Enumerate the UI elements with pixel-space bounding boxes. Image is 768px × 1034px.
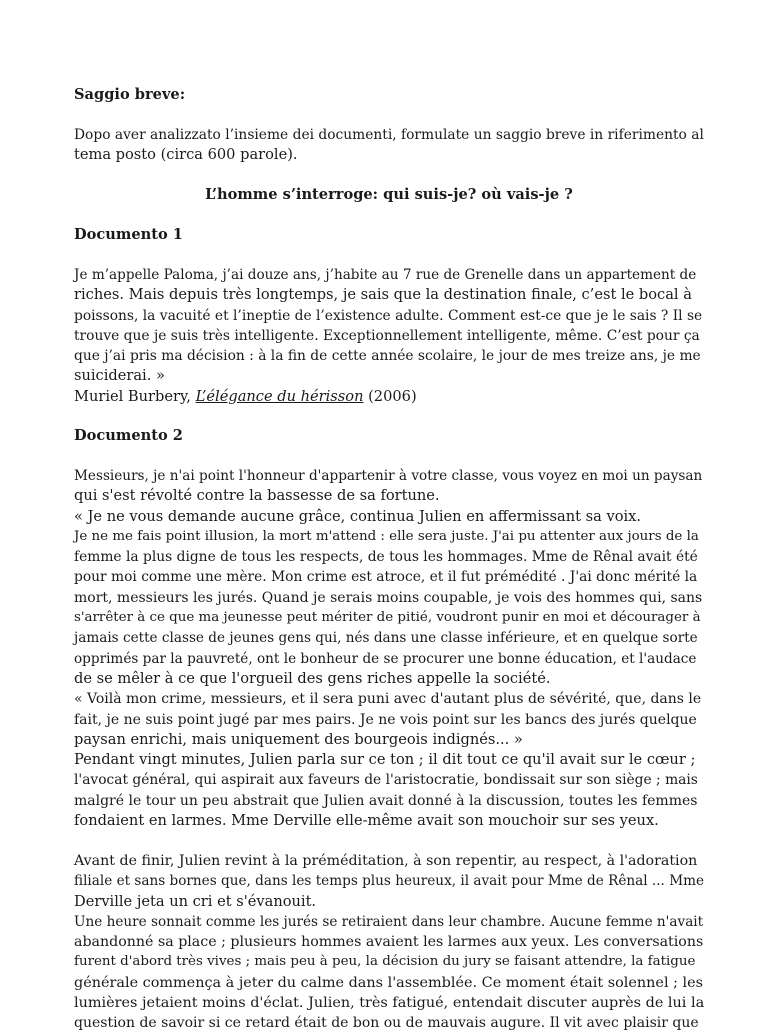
text-line: Messieurs, je n'ai point l'honneur d'appartenir à votre classe, vous voyez en moi un paysan (74, 468, 703, 484)
text-line: fait, je ne suis point jugé par mes pairs. Je ne vois point sur les bancs des jurés quelque (74, 711, 697, 728)
theme-title: L’homme s’interroge: qui suis-je? où vais-je ? (205, 186, 573, 203)
text-line: générale commença à jeter du calme dans l'assemblée. Ce moment était solennel ; les (74, 974, 704, 991)
instructions (74, 125, 704, 166)
text-line: pour moi comme une mère. Mon crime est atroce, et il fut prémédité . J'ai donc mérité la (74, 569, 698, 586)
text-line: poissons, la vacuité et l’ineptie de l’existence adulte. Comment est-ce que je le sais ? Il se (74, 307, 703, 324)
doc2-text (74, 466, 704, 831)
text-line: trouve que je suis très intelligente. Exceptionnellement intelligente, même. C’est pour ça (74, 327, 700, 344)
doc2-text-continued (74, 851, 704, 1034)
text-line: Pendant vingt minutes, Julien parla sur ce ton ; il dit tout ce qu'il avait sur le cœur ; (74, 751, 696, 769)
text-line: fondaient en larmes. Mme Derville elle-même avait son mouchoir sur ses yeux. (74, 812, 659, 830)
text-line: « Voilà mon crime, messieurs, et il sera puni avec d'autant plus de sévérité, que, dans le (74, 691, 702, 708)
text-line: furent d'abord très vives ; mais peu à peu, la décision du jury se faisant attendre, la fatigue (74, 954, 696, 970)
text-line: abandonné sa place ; plusieurs hommes avaient les larmes aux yeux. Les conversations (74, 934, 704, 951)
doc1-title: Documento 1 (74, 226, 183, 243)
text-line: femme la plus digne de tous les respects, de tous les hommages. Mme de Rênal avait été (74, 549, 698, 566)
text-line: riches. Mais depuis très longtemps, je sais que la destination finale, c’est le bocal à (74, 286, 692, 304)
text-line: jamais cette classe de jeunes gens qui, nés dans une classe inférieure, et en quelque sorte (74, 630, 698, 647)
text-line: de se mêler à ce que l'orgueil des gens riches appelle la société. (74, 669, 551, 687)
text-line: lumières jetaient moins d'éclat. Julien, très fatigué, entendait discuter auprès de lui la (74, 995, 705, 1012)
citation-author: Muriel Burbery, (74, 387, 191, 405)
text-line: Derville jeta un cri et s'évanouit. (74, 892, 317, 910)
text-line: Avant de finir, Julien revint à la préméditation, à son repentir, au respect, à l'adoration (74, 853, 698, 869)
text-line: qui s'est révolté contre la bassesse de sa fortune. (74, 487, 440, 505)
citation-book-link[interactable]: L’élégance du hérisson (195, 387, 364, 405)
text-line: mort, messieurs les jurés. Quand je serais moins coupable, je vois des hommes qui, sans (74, 589, 703, 606)
text-line: Je m’appelle Paloma, j’ai douze ans, j’habite au 7 rue de Grenelle dans un appartement de (74, 267, 697, 283)
doc1-citation (74, 387, 704, 407)
text-line: malgré le tour un peu abstrait que Julien avait donné à la discussion, toutes les femmes (74, 792, 698, 809)
instructions-line: tema posto (circa 600 parole). (74, 146, 298, 164)
doc1-text (74, 265, 704, 407)
text-line: Une heure sonnait comme les jurés se retiraient dans leur chambre. Aucune femme n'avait (74, 913, 704, 930)
text-line: question de savoir si ce retard était de bon ou de mauvais augure. Il vit avec plaisir que (74, 1015, 699, 1032)
text-line: opprimés par la pauvreté, ont le bonheur de se procurer une bonne éducation, et l'audace (74, 650, 697, 667)
heading: Saggio breve: (74, 86, 186, 103)
text-line: Je ne me fais point illusion, la mort m'attend : elle sera juste. J'ai pu attenter aux jours de la (74, 528, 699, 544)
text-line: paysan enrichi, mais uniquement des bourgeois indignés... » (74, 730, 523, 748)
text-line: l'avocat général, qui aspirait aux faveurs de l'aristocratie, bondissait sur son siège ; mais (74, 772, 698, 789)
text-line: suiciderai. » (74, 367, 165, 385)
doc2-title: Documento 2 (74, 427, 183, 444)
text-line: filiale et sans bornes que, dans les temps plus heureux, il avait pour Mme de Rênal ... Mme (74, 873, 705, 890)
text-line: que j’ai pris ma décision : à la fin de cette année scolaire, le jour de mes treize ans, je me (74, 348, 701, 365)
text-line: s'arrêter à ce que ma jeunesse peut mériter de pitié, voudront punir en moi et décourager à (74, 610, 701, 626)
citation-year: (2006) (368, 387, 417, 405)
text-line: « Je ne vous demande aucune grâce, continua Julien en affermissant sa voix. (74, 507, 642, 525)
instructions-line: Dopo aver analizzato l’insieme dei documenti, formulate un saggio breve in riferimento al (74, 127, 704, 143)
